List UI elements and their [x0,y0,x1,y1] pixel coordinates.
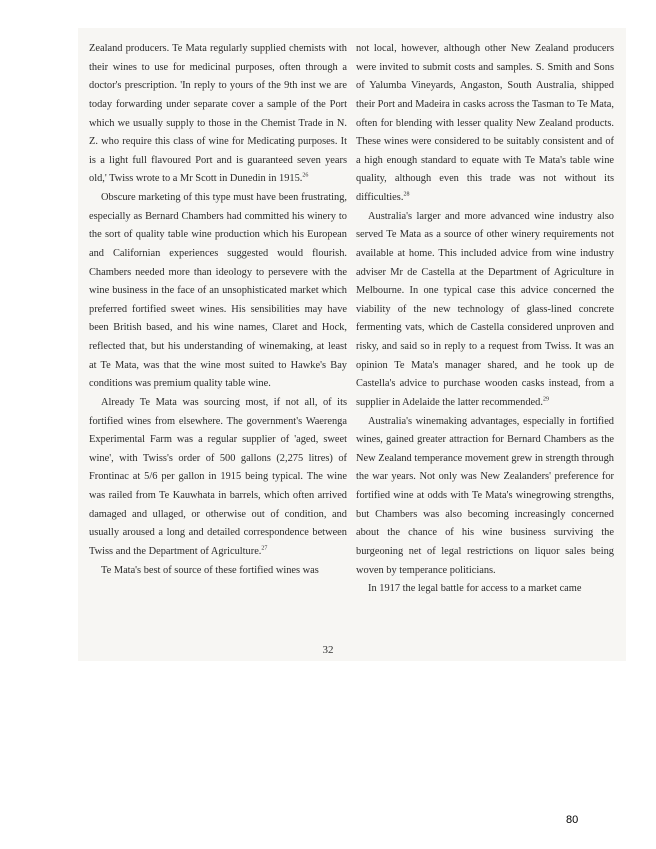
paragraph-text: Zealand producers. Te Mata regularly supplied chemists with their wines to use for medicinal purposes, often through a doctor's prescription. 'In reply to yours of the 9th inst we are today forwarding under separate cover a sample of the Port which we usually supply to those in the Chemist Trade in N. Z. who require this class of wine for Medicating purposes. It is a light full flavoured Port and is guaranteed seven years old,' Twiss wrote to a Mr Scott in Dunedin in 1915. [89,43,347,185]
paragraph: Australia's winemaking advantages, especially in fortified wines, gained greater attraction for Bernard Chambers as the New Zealand temperance movement grew in strength through the war years. Not only was New Zealanders' preference for fortified wine at odds with Te Mata's winegrowing strengths, but Chambers was also becoming increasingly concerned about the chance of his wine business surviving the burgeoning net of legal restrictions on liquor sales being woven by temperance politicians. [356,415,614,576]
paragraph [356,208,614,413]
footnote-ref: 26 [302,172,309,179]
document-page-number: 80 [566,814,579,826]
paragraph-text: Already Te Mata was sourcing most, if not all, of its fortified wines from elsewhere. The government's Waerenga Experimental Farm was a regular supplier of 'aged, sweet wine', with Twiss's order of 500 gallons (2,275 litres) of Frontinac at 5/6 per gallon in 1915 being typical. The wine was railed from Te Kauwhata in barrels, which often arrived damaged and ullaged, or otherwise out of condition, and usually aroused a long and detailed correspondence between Twiss and the Department of Agriculture. [89,396,347,557]
paragraph: Te Mata's best of source of these fortified wines was [101,564,319,576]
paragraph [356,40,614,208]
book-page-number: 32 [322,644,334,656]
paragraph [89,394,347,562]
paragraph-text: not local, however, although other New Zealand producers were invited to submit costs and samples. S. Smith and Sons of Yalumba Vineyards, Angaston, South Australia, shipped their Port and Madeira in casks across the Tasman to Te Mata, often for blending with lesser quality New Zealand products. These wines were considered to be suitably consistent and of a high enough standard to equate with Te Mata's table wine quality, although even this trade was not without its difficulties. [356,43,614,203]
paragraph: Obscure marketing of this type must have been frustrating, especially as Bernard Chambers had committed his winery to the sort of quality table wine production which his European and Californian experiences suggested would flourish. Chambers needed more than ideology to persevere with the wine business in the face of an unsophisticated market which preferred fortified sweet wines. His sensibilities may have been British based, and his wine names, Claret and Hock, reflected that, but his understanding of winemaking, at least at Te Mata, was that the wine most suited to Hawke's Bay conditions was premium quality table wine. [89,192,347,390]
paragraph: In 1917 the legal battle for access to a market came [368,583,582,595]
footnote-ref: 28 [403,191,410,198]
right-column [356,40,614,599]
paragraph [89,40,347,189]
footnote-ref: 27 [261,545,268,552]
paragraph-text: Australia's larger and more advanced wine industry also served Te Mata as a source of other winery requirements not available at home. This included advice from wine industry adviser Mr de Castella at the Department of Agriculture in Melbourne. In one typical case this advice concerned the viability of the new technology of glass-lined concrete fermenting vats, which de Castella considered unproven and risky, and said so in reply to a request from Twiss. It was an opinion Te Mata's manager shared, and he took up de Castella's advice to purchase wooden casks instead, from a supplier in Adelaide the latter recommended. [356,210,614,408]
footnote-ref: 29 [542,396,549,403]
left-column [89,40,347,580]
